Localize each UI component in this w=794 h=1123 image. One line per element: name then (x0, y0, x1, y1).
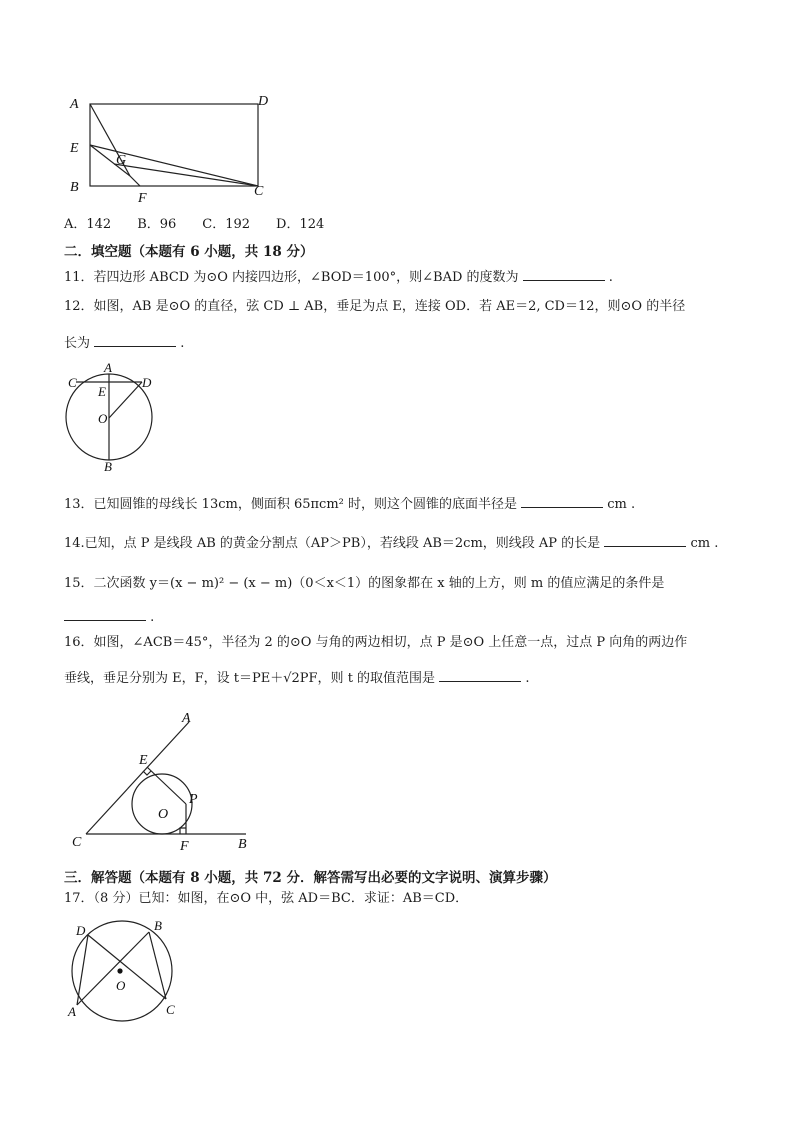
label-B: B (70, 180, 79, 195)
question-15: 15．二次函数 y＝(x − m)² − (x − m)（0＜x＜1）的图象都在 x 轴的上方，则 m 的值应满足的条件是 (64, 576, 665, 591)
label-P: P (189, 792, 198, 807)
label-B: B (238, 837, 247, 852)
figure-q10-rectangle (62, 90, 282, 210)
section-3-title: 三．解答题（本题有 8 小题，共 72 分．解答需写出必要的文字说明、演算步骤） (64, 870, 557, 886)
label-B: B (104, 459, 112, 474)
label-C: C (254, 184, 264, 199)
question-15-end: . (150, 610, 155, 625)
question-17: 17．（8 分）已知：如图，在⊙O 中，弦 AD＝BC．求证：AB＝CD． (64, 891, 469, 906)
answer-blank-16[interactable] (439, 668, 521, 682)
question-12-line2 (64, 333, 184, 353)
label-A: A (68, 1004, 76, 1019)
question-11-text: 11．若四边形 ABCD 为⊙O 内接四边形，∠BOD＝100°，则∠BAD 的度数为 (64, 270, 519, 285)
label-A: A (182, 711, 191, 726)
label-G: G (116, 153, 127, 168)
label-D: D (258, 94, 269, 109)
question-13 (64, 494, 635, 514)
question-13-text: 13．已知圆锥的母线长 13cm，侧面积 65πcm² 时，则这个圆锥的底面半径是 (64, 497, 517, 512)
answer-blank-12[interactable] (94, 333, 176, 347)
answer-blank-15[interactable] (64, 607, 146, 621)
question-11-end: . (608, 270, 613, 285)
label-B: B (154, 918, 162, 933)
label-A: A (104, 360, 112, 375)
question-11 (64, 267, 613, 287)
label-F: F (180, 839, 189, 853)
figure-q12-circle (62, 360, 172, 475)
question-16-end: . (525, 671, 530, 686)
question-16-line2 (64, 668, 529, 688)
label-F: F (138, 191, 147, 206)
question-16-text2: 垂线，垂足分别为 E，F，设 t＝PE＋√2PF，则 t 的取值范围是 (64, 671, 436, 686)
q10-options: A．142 B．96 C．192 D．124 (64, 217, 325, 232)
label-O: O (158, 807, 169, 822)
label-O: O (98, 411, 108, 426)
label-C: C (72, 835, 82, 850)
section-2-title: 二．填空题（本题有 6 小题，共 18 分） (64, 244, 314, 260)
question-12-end: . (180, 336, 185, 351)
label-E: E (98, 384, 106, 399)
label-D: D (142, 375, 152, 390)
answer-blank-14[interactable] (604, 533, 686, 547)
label-D: D (76, 923, 86, 938)
question-16: 16．如图，∠ACB＝45°，半径为 2 的⊙O 与角的两边相切，点 P 是⊙O 上任意一点，过点 P 向角的两边作 (64, 635, 688, 650)
label-E: E (70, 141, 79, 156)
figure-q17-circle (62, 915, 192, 1025)
question-14 (64, 533, 718, 553)
label-C: C (68, 375, 77, 390)
answer-blank-13[interactable] (521, 494, 603, 508)
label-O: O (116, 978, 126, 993)
label-C: C (166, 1002, 175, 1017)
question-14-text: 14.已知，点 P 是线段 AB 的黄金分割点（AP＞PB），若线段 AB＝2cm，则线段 AP 的长是 (64, 536, 601, 551)
label-E: E (139, 753, 148, 768)
label-A: A (70, 97, 79, 112)
question-12: 12．如图，AB 是⊙O 的直径，弦 CD ⊥ AB，垂足为点 E，连接 OD．若 AE＝2, CD＝12，则⊙O 的半径 (64, 299, 686, 314)
figure-q16-angle-circle (62, 708, 282, 853)
answer-blank-11[interactable] (523, 267, 605, 281)
question-13-end: cm . (607, 497, 636, 512)
question-15-line2 (64, 607, 154, 627)
question-14-end: cm . (690, 536, 719, 551)
question-12-text2: 长为 (64, 336, 91, 351)
